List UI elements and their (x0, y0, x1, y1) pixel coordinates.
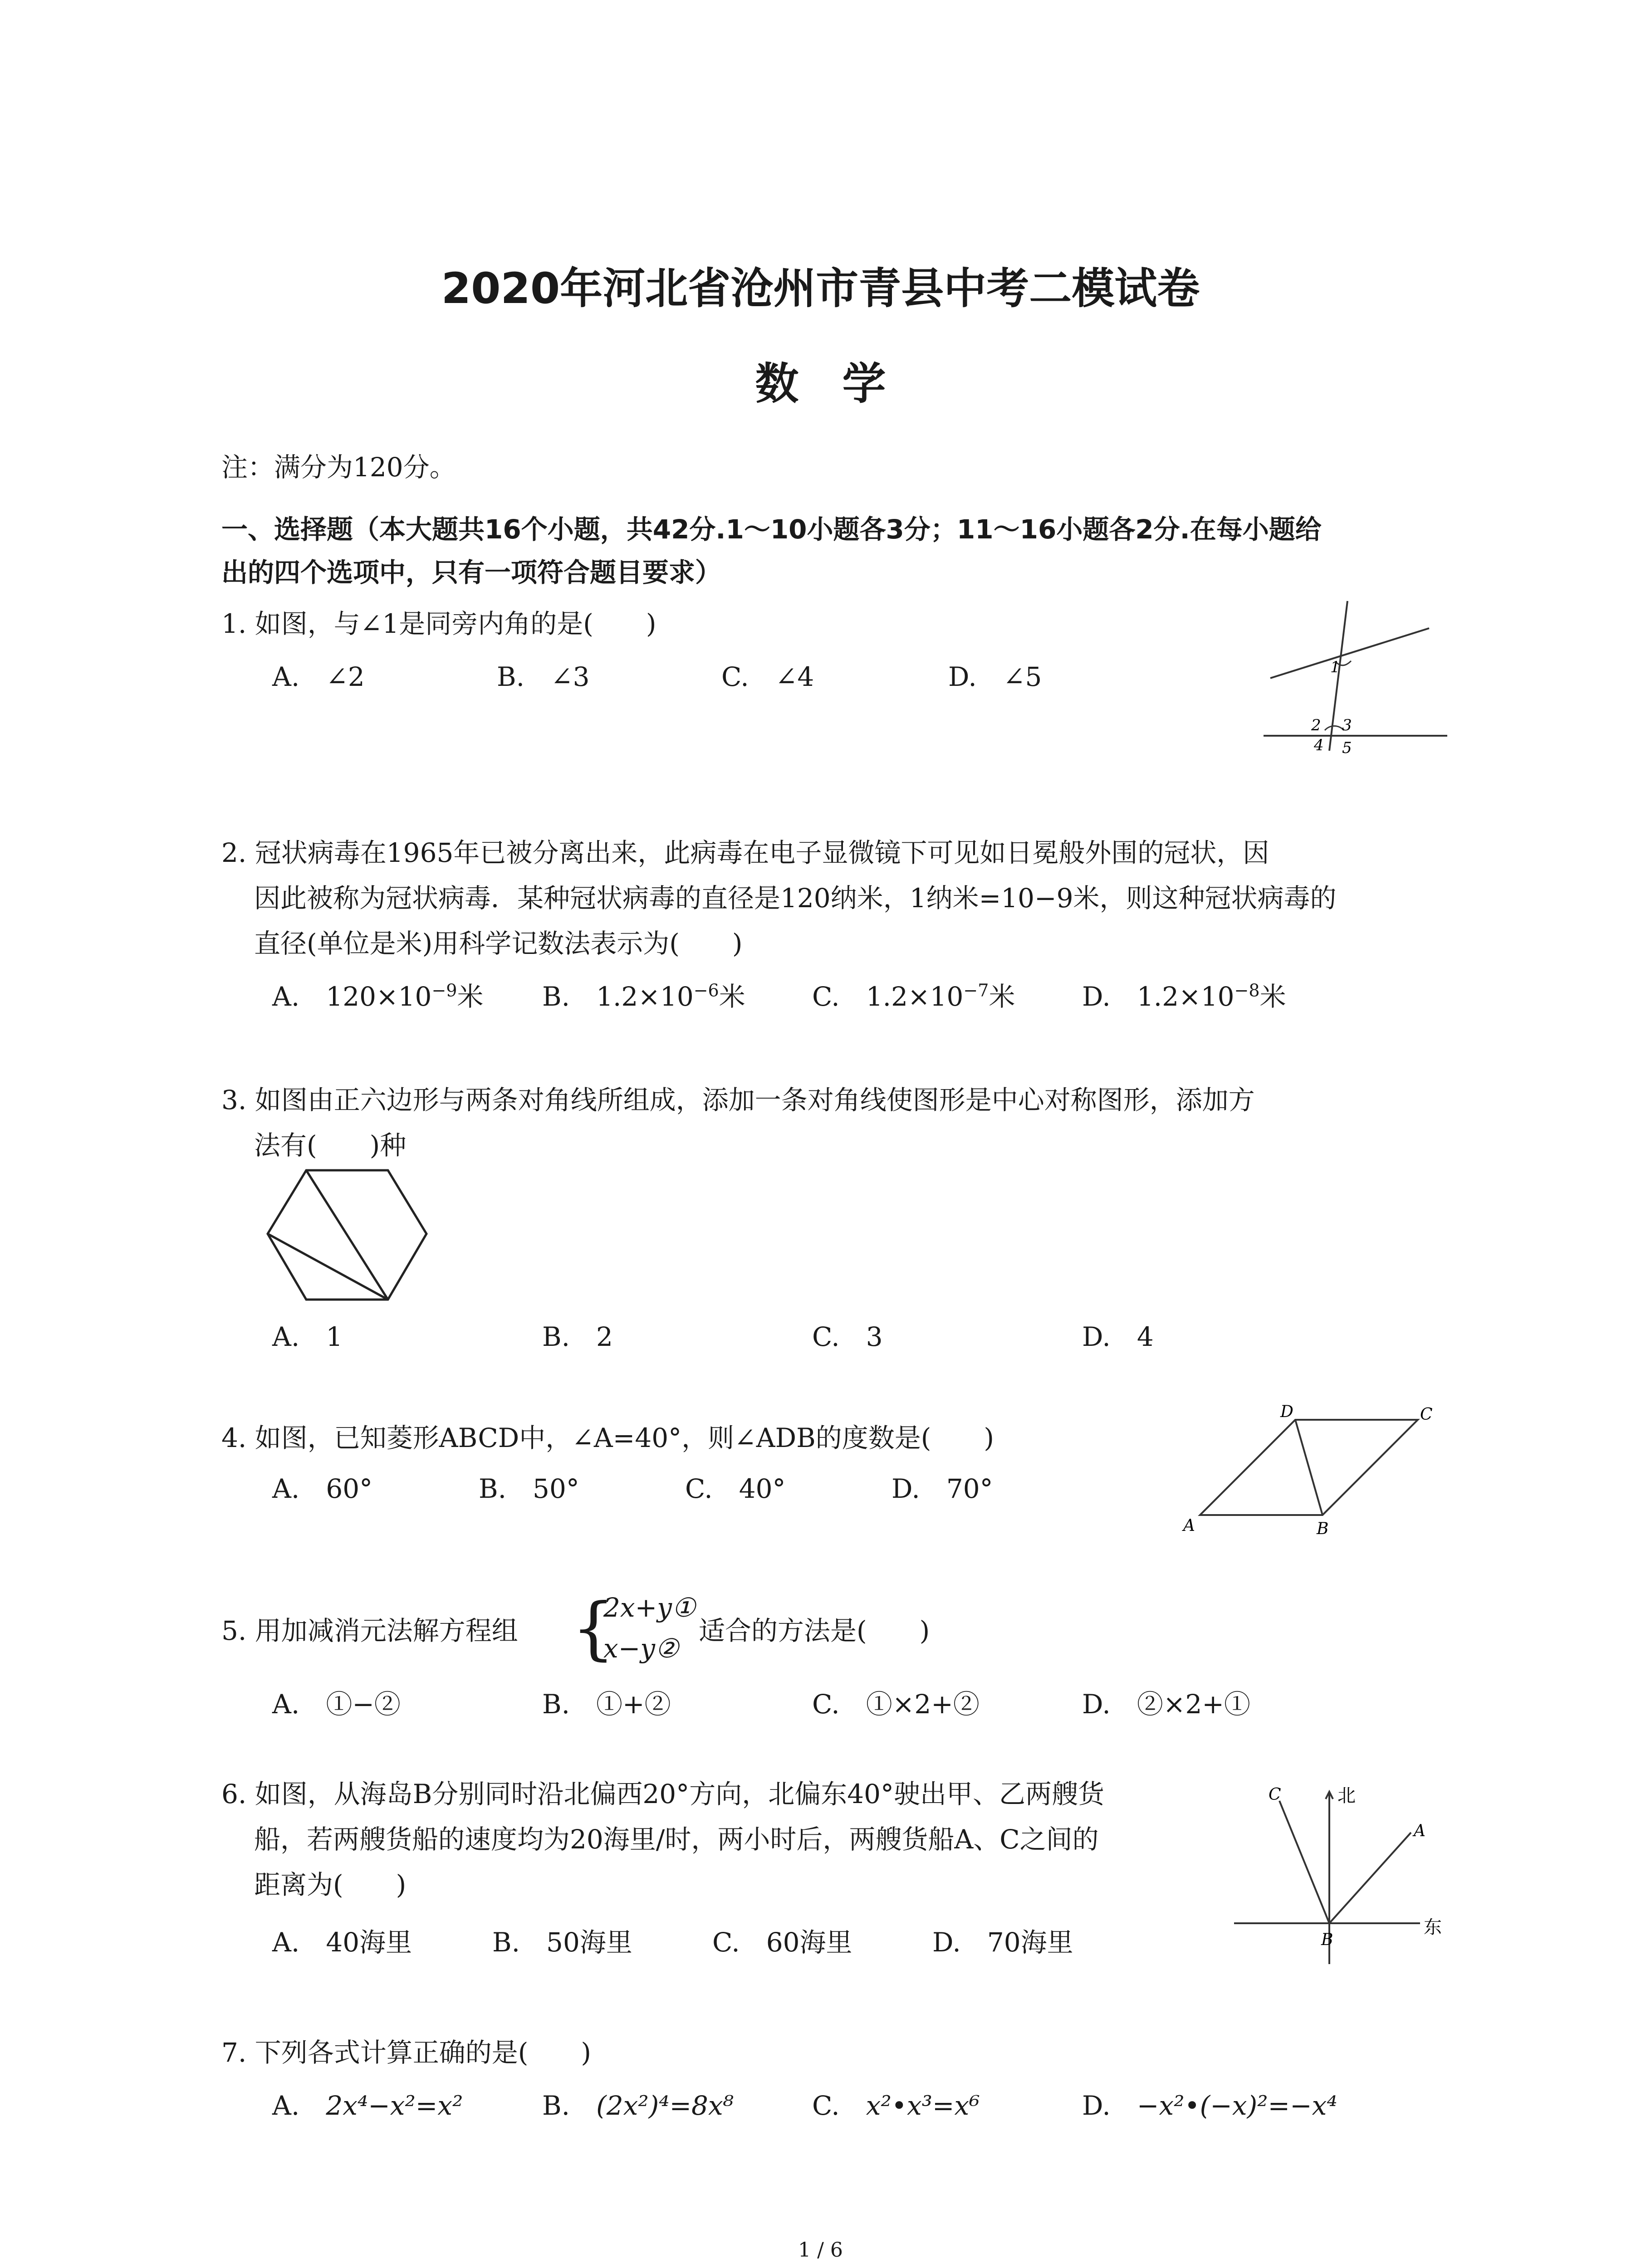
page-number: 1 / 6 (798, 2239, 843, 2262)
q5-option-d: D. ②×2+① (1082, 1689, 1250, 1720)
q2-option-b: B. $1.2\times 10^{-6}$米 (542, 980, 745, 1012)
q5-option-a: A. ①−② (272, 1689, 401, 1720)
q6-stem-line3: 距离为( ) (254, 1869, 407, 1900)
fig-label: C (1420, 1405, 1433, 1424)
q7-option-d: D. −x²•(−x)²=−x⁴ (1082, 2090, 1337, 2121)
q5-brace: { (572, 1589, 615, 1668)
q4-option-d: D. 70° (892, 1473, 993, 1504)
q2-stem-line3: 直径(单位是米)用科学记数法表示为( ) (254, 928, 743, 959)
q6-stem-line1: 6. 如图，从海岛B分别同时沿北偏西20°方向，北偏东40°驶出甲、乙两艘货 (221, 1779, 1105, 1809)
subject-title: 数 学 (755, 358, 886, 409)
fig-label: A (1414, 1822, 1425, 1840)
score-note: 注：满分为120分。 (221, 452, 456, 483)
fig-label: 3 (1342, 716, 1352, 734)
fig-label: 1 (1330, 658, 1340, 676)
q2-stem-line1: 2. 冠状病毒在1965年已被分离出来，此病毒在电子显微镜下可见如日冕般外围的冠状，因 (221, 837, 1269, 868)
q7-option-b: B. (2x²)⁴=8x⁸ (542, 2090, 734, 2121)
section-heading-line2: 出的四个选项中，只有一项符合题目要求） (221, 557, 722, 588)
fig-label: B (1321, 1931, 1333, 1949)
q1-stem: 1. 如图，与∠1是同旁内角的是( ) (221, 608, 656, 639)
q4-stem: 4. 如图，已知菱形ABCD中，∠A=40°，则∠ADB的度数是( ) (221, 1422, 994, 1453)
q1-option-b: B. ∠3 (497, 661, 590, 692)
q5-option-b: B. ①+② (542, 1689, 671, 1720)
q6-option-b: B. 50海里 (492, 1927, 632, 1958)
section-heading-line1: 一、选择题（本大题共16个小题，共42分.1～10小题各3分；11～16小题各2分.在每小题给 (221, 514, 1322, 545)
q2-option-c: C. $1.2\times 10^{-7}$米 (812, 980, 1015, 1012)
q2-option-a: A. $120\times 10^{-9}$米 (272, 980, 484, 1012)
q3-option-b: B. 2 (542, 1321, 613, 1352)
q2-stem-line2: 因此被称为冠状病毒．某种冠状病毒的直径是120纳米，1纳米=10−9米，则这种冠状病毒的 (254, 883, 1337, 914)
q7-option-c: C. x²•x³=x⁶ (812, 2090, 980, 2121)
q3-stem-line2: 法有( )种 (254, 1130, 407, 1161)
fig-label: 北 (1337, 1785, 1356, 1806)
q3-option-a: A. 1 (272, 1321, 343, 1352)
q4-option-c: C. 40° (685, 1473, 786, 1504)
q4-option-b: B. 50° (479, 1473, 579, 1504)
q3-stem-line1: 3. 如图由正六边形与两条对角线所组成，添加一条对角线使图形是中心对称图形，添加方 (221, 1085, 1255, 1115)
q6-direction-figure (1225, 1774, 1452, 1973)
fig-label: 5 (1342, 739, 1352, 757)
q3-hexagon-figure (265, 1166, 429, 1315)
fig-label: A (1183, 1516, 1195, 1535)
fig-label: 东 (1424, 1917, 1442, 1938)
q5-option-c: C. ①×2+② (812, 1689, 980, 1720)
fig-label: 4 (1314, 736, 1324, 754)
q7-stem: 7. 下列各式计算正确的是( ) (221, 2037, 592, 2068)
q5-stem-after: 适合的方法是( ) (699, 1615, 930, 1646)
q5-stem-before: 5. 用加减消元法解方程组 (221, 1615, 518, 1646)
q3-option-d: D. 4 (1082, 1321, 1154, 1352)
q6-option-c: C. 60海里 (712, 1927, 852, 1958)
q5-equation-2: x−y② (603, 1633, 679, 1664)
exam-title: 2020年河北省沧州市青县中考二模试卷 (441, 264, 1200, 313)
q1-option-a: A. ∠2 (272, 661, 365, 692)
q5-equation-1: 2x+y① (603, 1592, 696, 1623)
q4-option-a: A. 60° (272, 1473, 373, 1504)
q7-option-a: A. 2x⁴−x²=x² (272, 2090, 463, 2121)
q6-option-d: D. 70海里 (932, 1927, 1073, 1958)
q3-option-c: C. 3 (812, 1321, 883, 1352)
fig-label: C (1269, 1785, 1281, 1804)
q6-stem-line2: 船，若两艘货船的速度均为20海里/时，两小时后，两艘货船A、C之间的 (254, 1824, 1099, 1855)
q2-option-d: D. $1.2\times 10^{-8}$米 (1082, 980, 1286, 1012)
fig-label: 2 (1311, 716, 1321, 734)
fig-label: D (1280, 1403, 1293, 1421)
q6-option-a: A. 40海里 (272, 1927, 412, 1958)
q4-rhombus-figure (1180, 1402, 1447, 1538)
q1-option-c: C. ∠4 (721, 661, 814, 692)
q1-option-d: D. ∠5 (948, 661, 1042, 692)
fig-label: B (1317, 1520, 1329, 1538)
q1-angle-figure (1261, 594, 1452, 767)
